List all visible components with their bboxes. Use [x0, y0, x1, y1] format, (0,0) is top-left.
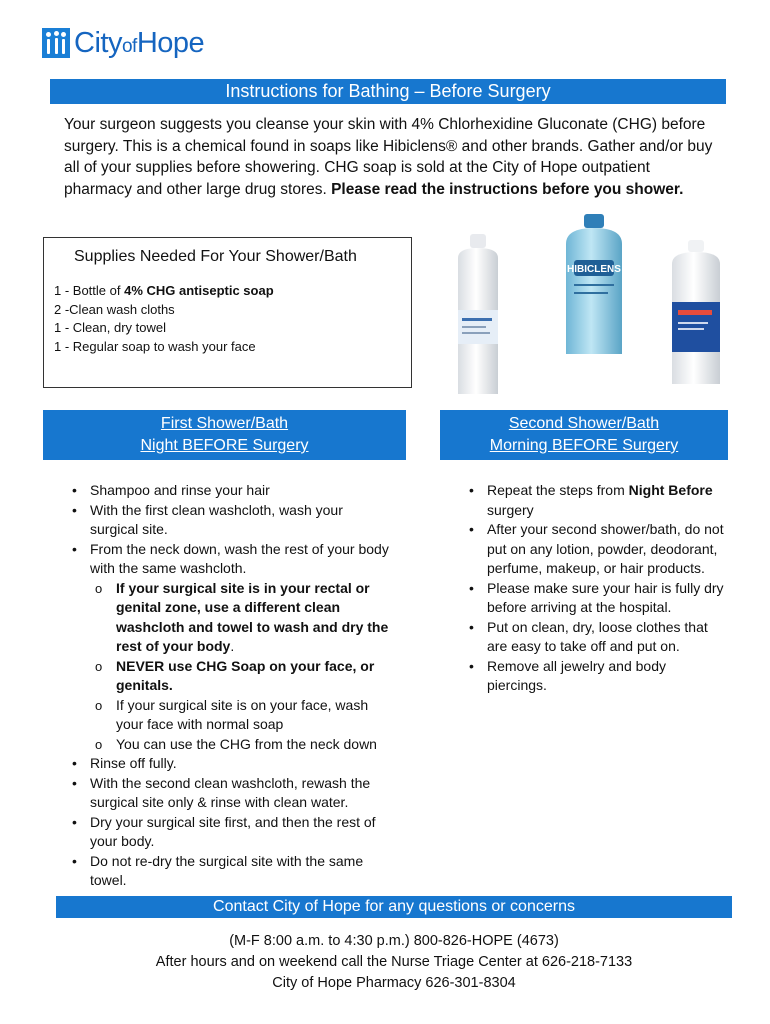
- sub-list-item: o If your surgical site is in your rectal or genital zone, use a different clean washcloth and towel to wash and dry the rest of your body.: [64, 579, 394, 657]
- second-shower-steps: [461, 481, 726, 696]
- page-title: Instructions for Bathing – Before Surgery: [50, 79, 726, 104]
- sub-list-item: o You can use the CHG from the neck down: [64, 735, 394, 755]
- sub-list-item: o NEVER use CHG Soap on your face, or genitals.: [64, 657, 394, 696]
- contact-heading: Contact City of Hope for any questions or concerns: [56, 896, 732, 918]
- logo-text: CityofHope: [74, 26, 205, 59]
- list-item: • With the first clean washcloth, wash your surgical site.: [64, 501, 394, 540]
- list-item: • After your second shower/bath, do not put on any lotion, powder, deodorant, perfume, makeup, or hair products.: [461, 520, 726, 579]
- contact-pharmacy-line: City of Hope Pharmacy 626-301-8304: [272, 975, 516, 991]
- contact-hours-line: (M-F 8:00 a.m. to 4:30 p.m.) 800-826-HOPE (4673): [229, 933, 559, 949]
- supplies-box: [43, 237, 412, 388]
- list-item: • Rinse off fully.: [64, 754, 394, 774]
- first-shower-steps: [64, 481, 394, 891]
- list-item: • Put on clean, dry, loose clothes that are easy to take off and put on.: [461, 618, 726, 657]
- supply-item: 1 - Regular soap to wash your face: [54, 338, 256, 354]
- bottle-2: [566, 214, 622, 354]
- list-item: • Please make sure your hair is fully dry before arriving at the hospital.: [461, 579, 726, 618]
- list-item: • Do not re-dry the surgical site with the same towel.: [64, 852, 394, 891]
- logo-figures-icon: [42, 28, 70, 58]
- list-item: • From the neck down, wash the rest of your body with the same washcloth.: [64, 540, 394, 579]
- supply-item: 1 - Clean, dry towel: [54, 320, 166, 335]
- supplies-heading: Supplies Needed For Your Shower/Bath: [74, 248, 357, 265]
- list-item: • Shampoo and rinse your hair: [64, 481, 394, 501]
- bottle-2-label: HIBICLENS: [567, 264, 621, 275]
- sub-list-item: o If your surgical site is on your face, wash your face with normal soap: [64, 696, 394, 735]
- list-item: • With the second clean washcloth, rewash the surgical site only & rinse with clean water.: [64, 774, 394, 813]
- list-item: • Remove all jewelry and body piercings.: [461, 657, 726, 696]
- supply-item: 1 - Bottle of 4% CHG antiseptic soap: [54, 283, 274, 298]
- second-shower-heading: Second Shower/Bath Morning BEFORE Surgery: [440, 410, 728, 460]
- contact-after-hours-line: After hours and on weekend call the Nurse Triage Center at 626-218-7133: [155, 954, 633, 970]
- city-of-hope-logo: [42, 26, 204, 60]
- supply-item: 2 -Clean wash cloths: [54, 301, 175, 317]
- bottle-1: [458, 234, 498, 394]
- list-item: • Dry your surgical site first, and then the rest of your body.: [64, 813, 394, 852]
- chg-soap-bottles-image: [448, 214, 728, 394]
- list-item: • Repeat the steps from Night Before surgery: [461, 481, 726, 520]
- first-shower-heading: First Shower/Bath Night BEFORE Surgery: [43, 410, 406, 460]
- bottle-3: [672, 240, 720, 384]
- intro-paragraph: Your surgeon suggests you cleanse your skin with 4% Chlorhexidine Gluconate (CHG) before surgery. This is a chemical found in soaps like Hibiclens® and other brands. Gather and/or buy all of your supplies before showering. CHG soap is sold at the City of Hope outpatient pharmacy and other large drug stores. Please read the instructions before you shower.: [64, 116, 713, 198]
